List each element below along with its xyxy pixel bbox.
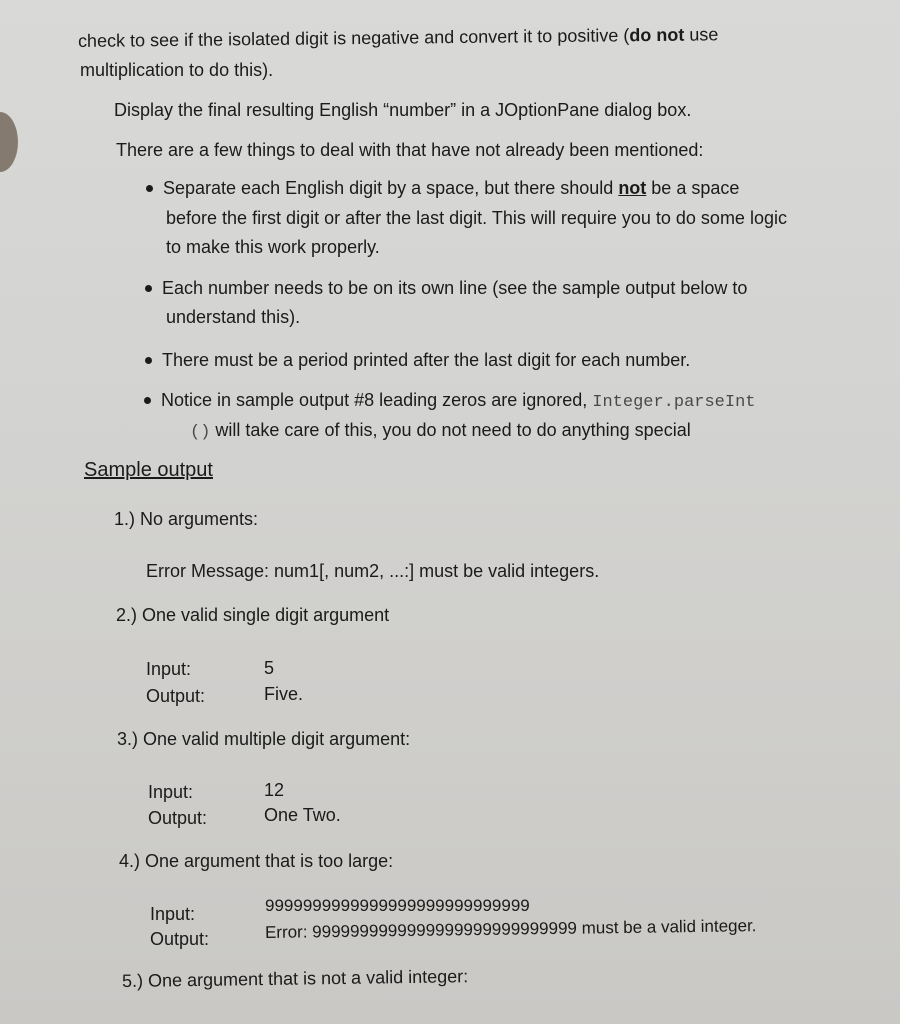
- bullet-1-line-2: before the first digit or after the last digit. This will require you to do some logic: [166, 208, 787, 228]
- intro-line-1: check to see if the isolated digit is negative and convert it to positive (do not use: [77, 24, 719, 51]
- bullet-4-line-2: () will take care of this, you do not need to do anything special: [190, 420, 691, 442]
- bullet-2-line-2: understand this).: [166, 307, 301, 327]
- bullet-1-line-3: to make this work properly.: [166, 237, 380, 257]
- sample-4-input-value: 9999999999999999999999999999: [265, 896, 530, 915]
- sample-1-message: Error Message: num1[, num2, ...:] must be valid integers.: [146, 561, 600, 581]
- sample-2-output-value: Five.: [264, 684, 304, 704]
- sample-4-label: 4.) One argument that is too large:: [119, 851, 394, 871]
- sample-3-input-value: 12: [264, 780, 285, 800]
- sample-2-output-label: Output:: [146, 686, 206, 706]
- bullet-1-line-1: Separate each English digit by a space, but there should not be a space: [163, 178, 740, 198]
- sample-2-input-value: 5: [264, 658, 275, 678]
- sample-4-output-label: Output:: [150, 929, 210, 949]
- sample-3-input-label: Input:: [148, 782, 194, 802]
- sample-2-input-label: Input:: [146, 659, 192, 679]
- things-intro: There are a few things to deal with that have not already been mentioned:: [116, 140, 704, 160]
- bullet-2-line-1: Each number needs to be on its own line (see the sample output below to: [162, 278, 748, 298]
- do-not-emphasis: do not: [629, 24, 685, 46]
- sample-4-output-value: Error: 9999999999999999999999999999 must be a valid integer.: [264, 916, 757, 942]
- not-emphasis: not: [618, 178, 647, 198]
- sample-output-heading: Sample output: [84, 459, 213, 481]
- intro-line-2: multiplication to do this).: [80, 60, 274, 80]
- sample-3-output-label: Output:: [148, 808, 208, 828]
- sample-5-label: 5.) One argument that is not a valid integer:: [121, 966, 469, 991]
- sample-3-output-value: One Two.: [264, 805, 341, 825]
- sample-1-label: 1.) No arguments:: [114, 509, 259, 529]
- integer-parseint-code: Integer.parseInt: [592, 393, 756, 412]
- sample-2-label: 2.) One valid single digit argument: [116, 605, 390, 625]
- bullet-4-line-1: Notice in sample output #8 leading zeros are ignored, Integer.parseInt: [161, 390, 756, 412]
- bullet-3-line-1: There must be a period printed after the last digit for each number.: [162, 350, 691, 370]
- display-instruction: Display the final resulting English “number” in a JOptionPane dialog box.: [114, 100, 692, 120]
- sample-3-label: 3.) One valid multiple digit argument:: [117, 729, 411, 749]
- sample-4-input-label: Input:: [150, 904, 196, 924]
